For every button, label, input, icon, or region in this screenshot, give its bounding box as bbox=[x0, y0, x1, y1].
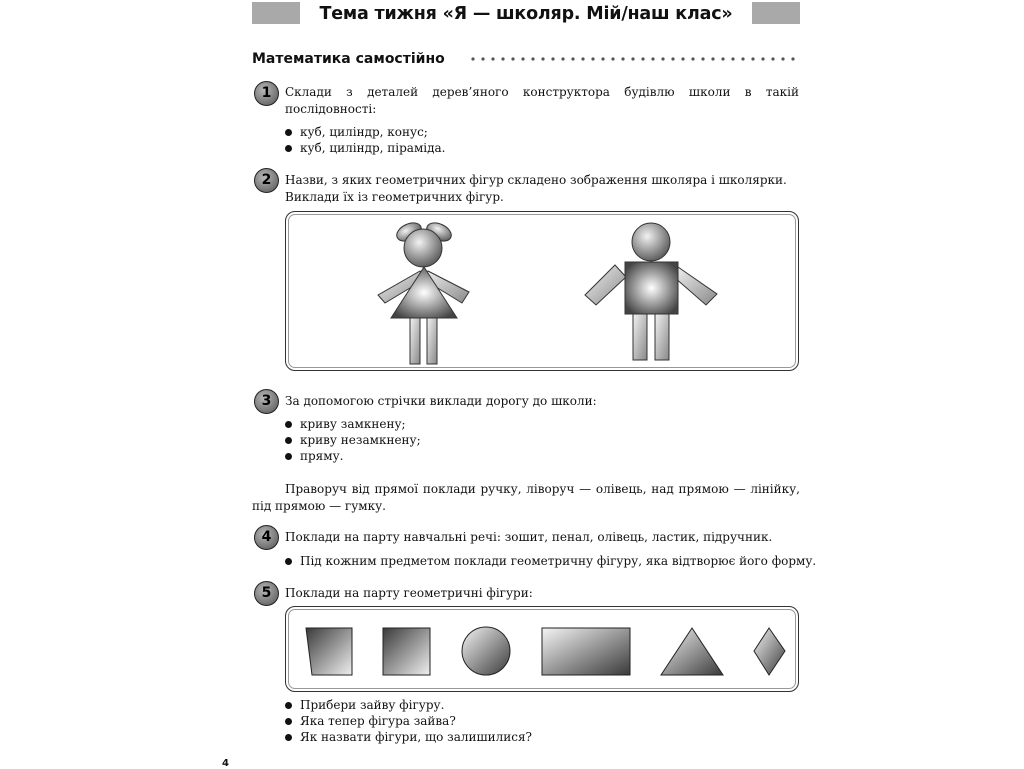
task-4-number: 4 bbox=[254, 525, 279, 550]
figures-illustration bbox=[285, 211, 799, 371]
task-3-paragraph: Праворуч від прямої поклади ручку, ліворуч — олівець, над прямою — лінійку, під прямою — гумку. bbox=[252, 482, 800, 513]
task-5-text: Поклади на парту геометричні фігури: bbox=[285, 586, 533, 600]
task-1-bullet-1: куб, циліндр, конус; bbox=[300, 125, 428, 139]
circle-shape bbox=[462, 627, 510, 675]
task-3-bullet-1: криву замкнену; bbox=[300, 417, 406, 431]
rhombus-shape bbox=[754, 628, 785, 675]
task-1-text: Склади з деталей дерев’яного конструктора будівлю школи в такій послідовності: bbox=[285, 85, 799, 116]
task-1-number: 1 bbox=[254, 81, 279, 106]
task-4-text: Поклади на парту навчальні речі: зошит, пенал, олівець, ластик, підручник. bbox=[285, 530, 773, 544]
task-5-number: 5 bbox=[254, 581, 279, 606]
shapes-illustration bbox=[285, 606, 799, 692]
page-number: 4 bbox=[222, 758, 229, 769]
section-title: Математика самостійно bbox=[252, 51, 445, 67]
header-band bbox=[252, 2, 800, 26]
square-shape bbox=[383, 628, 430, 675]
task-2-number: 2 bbox=[254, 168, 279, 193]
triangle-shape bbox=[661, 628, 723, 675]
task-1-bullet-2: куб, циліндр, піраміда. bbox=[300, 141, 446, 155]
trapezoid-shape bbox=[306, 628, 352, 675]
girl-figure bbox=[378, 219, 469, 364]
page-title: Тема тижня «Я — школяр. Мій/наш клас» bbox=[319, 4, 733, 24]
task-4-bullet-1: Під кожним предметом поклади геометричну фігуру, яка відтворює його форму. bbox=[300, 554, 817, 568]
dotted-leader bbox=[470, 56, 800, 62]
boy-figure bbox=[585, 223, 717, 360]
task-3-bullet-3: пряму. bbox=[300, 449, 344, 463]
task-3-text: За допомогою стрічки виклади дорогу до школи: bbox=[285, 394, 597, 408]
task-3-bullet-2: криву незамкнену; bbox=[300, 433, 421, 447]
task-5-bullet-2: Яка тепер фігура зайва? bbox=[300, 714, 456, 728]
task-2-text: Назви, з яких геометричних фігур складено зображення школяра і школярки. Виклади їх із геометричних фігур. bbox=[285, 173, 787, 204]
rectangle-shape bbox=[542, 628, 630, 675]
task-5-bullet-3: Як назвати фігури, що залишилися? bbox=[300, 730, 532, 744]
task-3-number: 3 bbox=[254, 389, 279, 414]
task-5-bullet-1: Прибери зайву фігуру. bbox=[300, 698, 445, 712]
